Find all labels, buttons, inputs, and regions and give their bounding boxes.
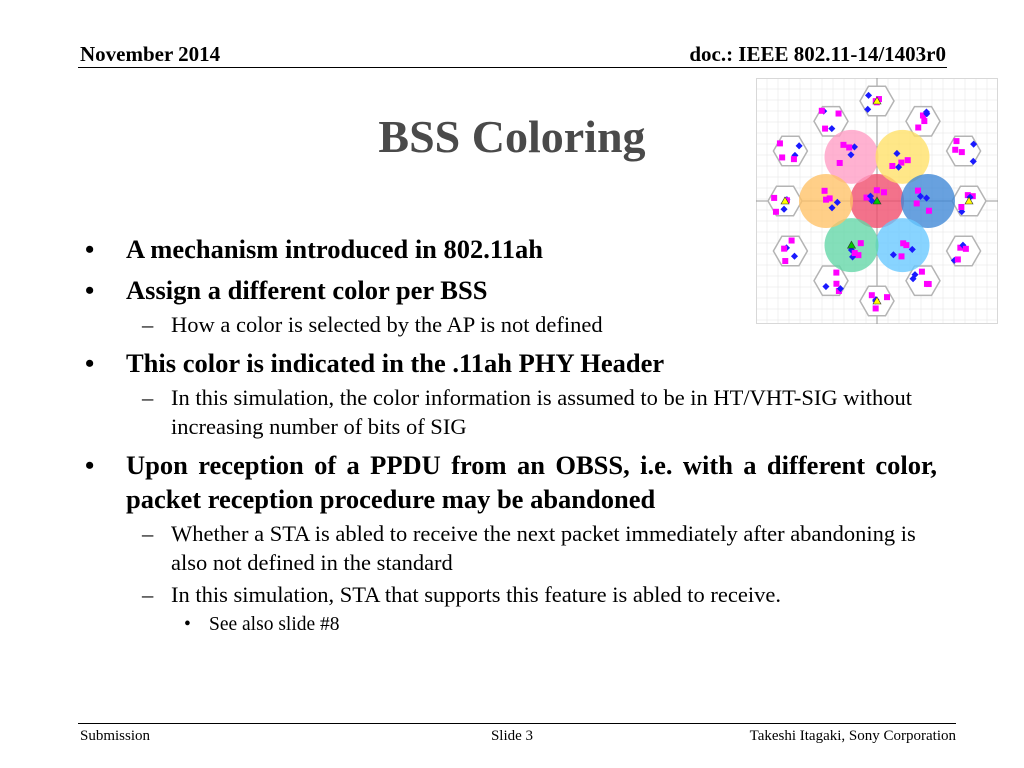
bullet-list [85, 225, 937, 638]
station-marker [889, 163, 895, 169]
station-marker [874, 187, 880, 193]
station-marker [773, 209, 779, 215]
sub-bullet-marker: – [142, 521, 154, 546]
sub-sub-bullet-marker: • [184, 614, 191, 635]
station-marker [955, 256, 961, 262]
station-marker [914, 200, 920, 206]
header-doc-id: doc.: IEEE 802.11-14/1403r0 [689, 42, 946, 66]
station-marker [905, 157, 911, 163]
bullet-marker: • [85, 234, 95, 264]
sub-bullet-marker: – [142, 582, 154, 607]
station-marker [953, 138, 959, 144]
sub-sub-bullet-text: See also slide #8 [209, 614, 340, 635]
bullet-text: Upon reception of a PPDU from an OBSS, i.e. with a different color, packet reception procedure may be abandoned [126, 450, 937, 514]
station-marker [822, 188, 828, 194]
station-marker [915, 125, 921, 131]
station-marker [846, 144, 852, 150]
sub-bullet-item [85, 310, 937, 339]
station-marker [958, 204, 964, 210]
station-marker [959, 149, 965, 155]
bullet-text: Assign a different color per BSS [126, 275, 488, 305]
station-marker [779, 154, 785, 160]
footer-submission: Submission [80, 728, 151, 744]
footer-slide-number: Slide 3 [490, 728, 534, 744]
header-divider [78, 67, 947, 68]
station-marker [771, 195, 777, 201]
bullet-text: A mechanism introduced in 802.11ah [126, 234, 543, 264]
bullet-marker: • [85, 450, 95, 480]
bullet-item [85, 448, 937, 516]
sub-bullet-text: In this simulation, the color information is assumed to be in HT/VHT-SIG without increasing number of bits of SIG [171, 385, 912, 439]
sub-bullet-item [85, 383, 937, 441]
sub-bullet-item [85, 580, 937, 609]
sub-bullet-text: Whether a STA is abled to receive the next packet immediately after abandoning is also not defined in the standard [171, 521, 916, 575]
station-marker [791, 156, 797, 162]
station-marker [837, 160, 843, 166]
footer-author: Takeshi Itagaki, Sony Corporation [749, 728, 956, 744]
station-marker [819, 108, 825, 114]
station-marker [836, 111, 842, 117]
bullet-marker: • [85, 348, 95, 378]
bullet-item [85, 346, 937, 380]
sub-bullet-item [85, 519, 937, 577]
bullet-marker: • [85, 275, 95, 305]
sub-bullet-text: How a color is selected by the AP is not defined [171, 312, 603, 337]
sub-bullet-marker: – [142, 312, 154, 337]
bullet-item [85, 273, 937, 307]
footer-divider [78, 723, 956, 724]
station-marker [822, 126, 828, 132]
sub-bullet-marker: – [142, 385, 154, 410]
station-marker [823, 197, 829, 203]
station-marker [777, 140, 783, 146]
slide-title: BSS Coloring [378, 111, 646, 162]
station-marker [915, 188, 921, 194]
sub-sub-bullet-item [85, 611, 937, 638]
station-marker [881, 189, 887, 195]
station-marker [952, 147, 958, 153]
station-marker [963, 246, 969, 252]
sub-bullet-text: In this simulation, STA that supports this feature is abled to receive. [171, 582, 781, 607]
station-marker [840, 142, 846, 148]
station-marker [926, 208, 932, 214]
station-marker [921, 118, 927, 124]
header-date: November 2014 [80, 42, 221, 66]
bullet-text: This color is indicated in the .11ah PHY Header [126, 348, 665, 378]
bullet-item [85, 232, 937, 266]
